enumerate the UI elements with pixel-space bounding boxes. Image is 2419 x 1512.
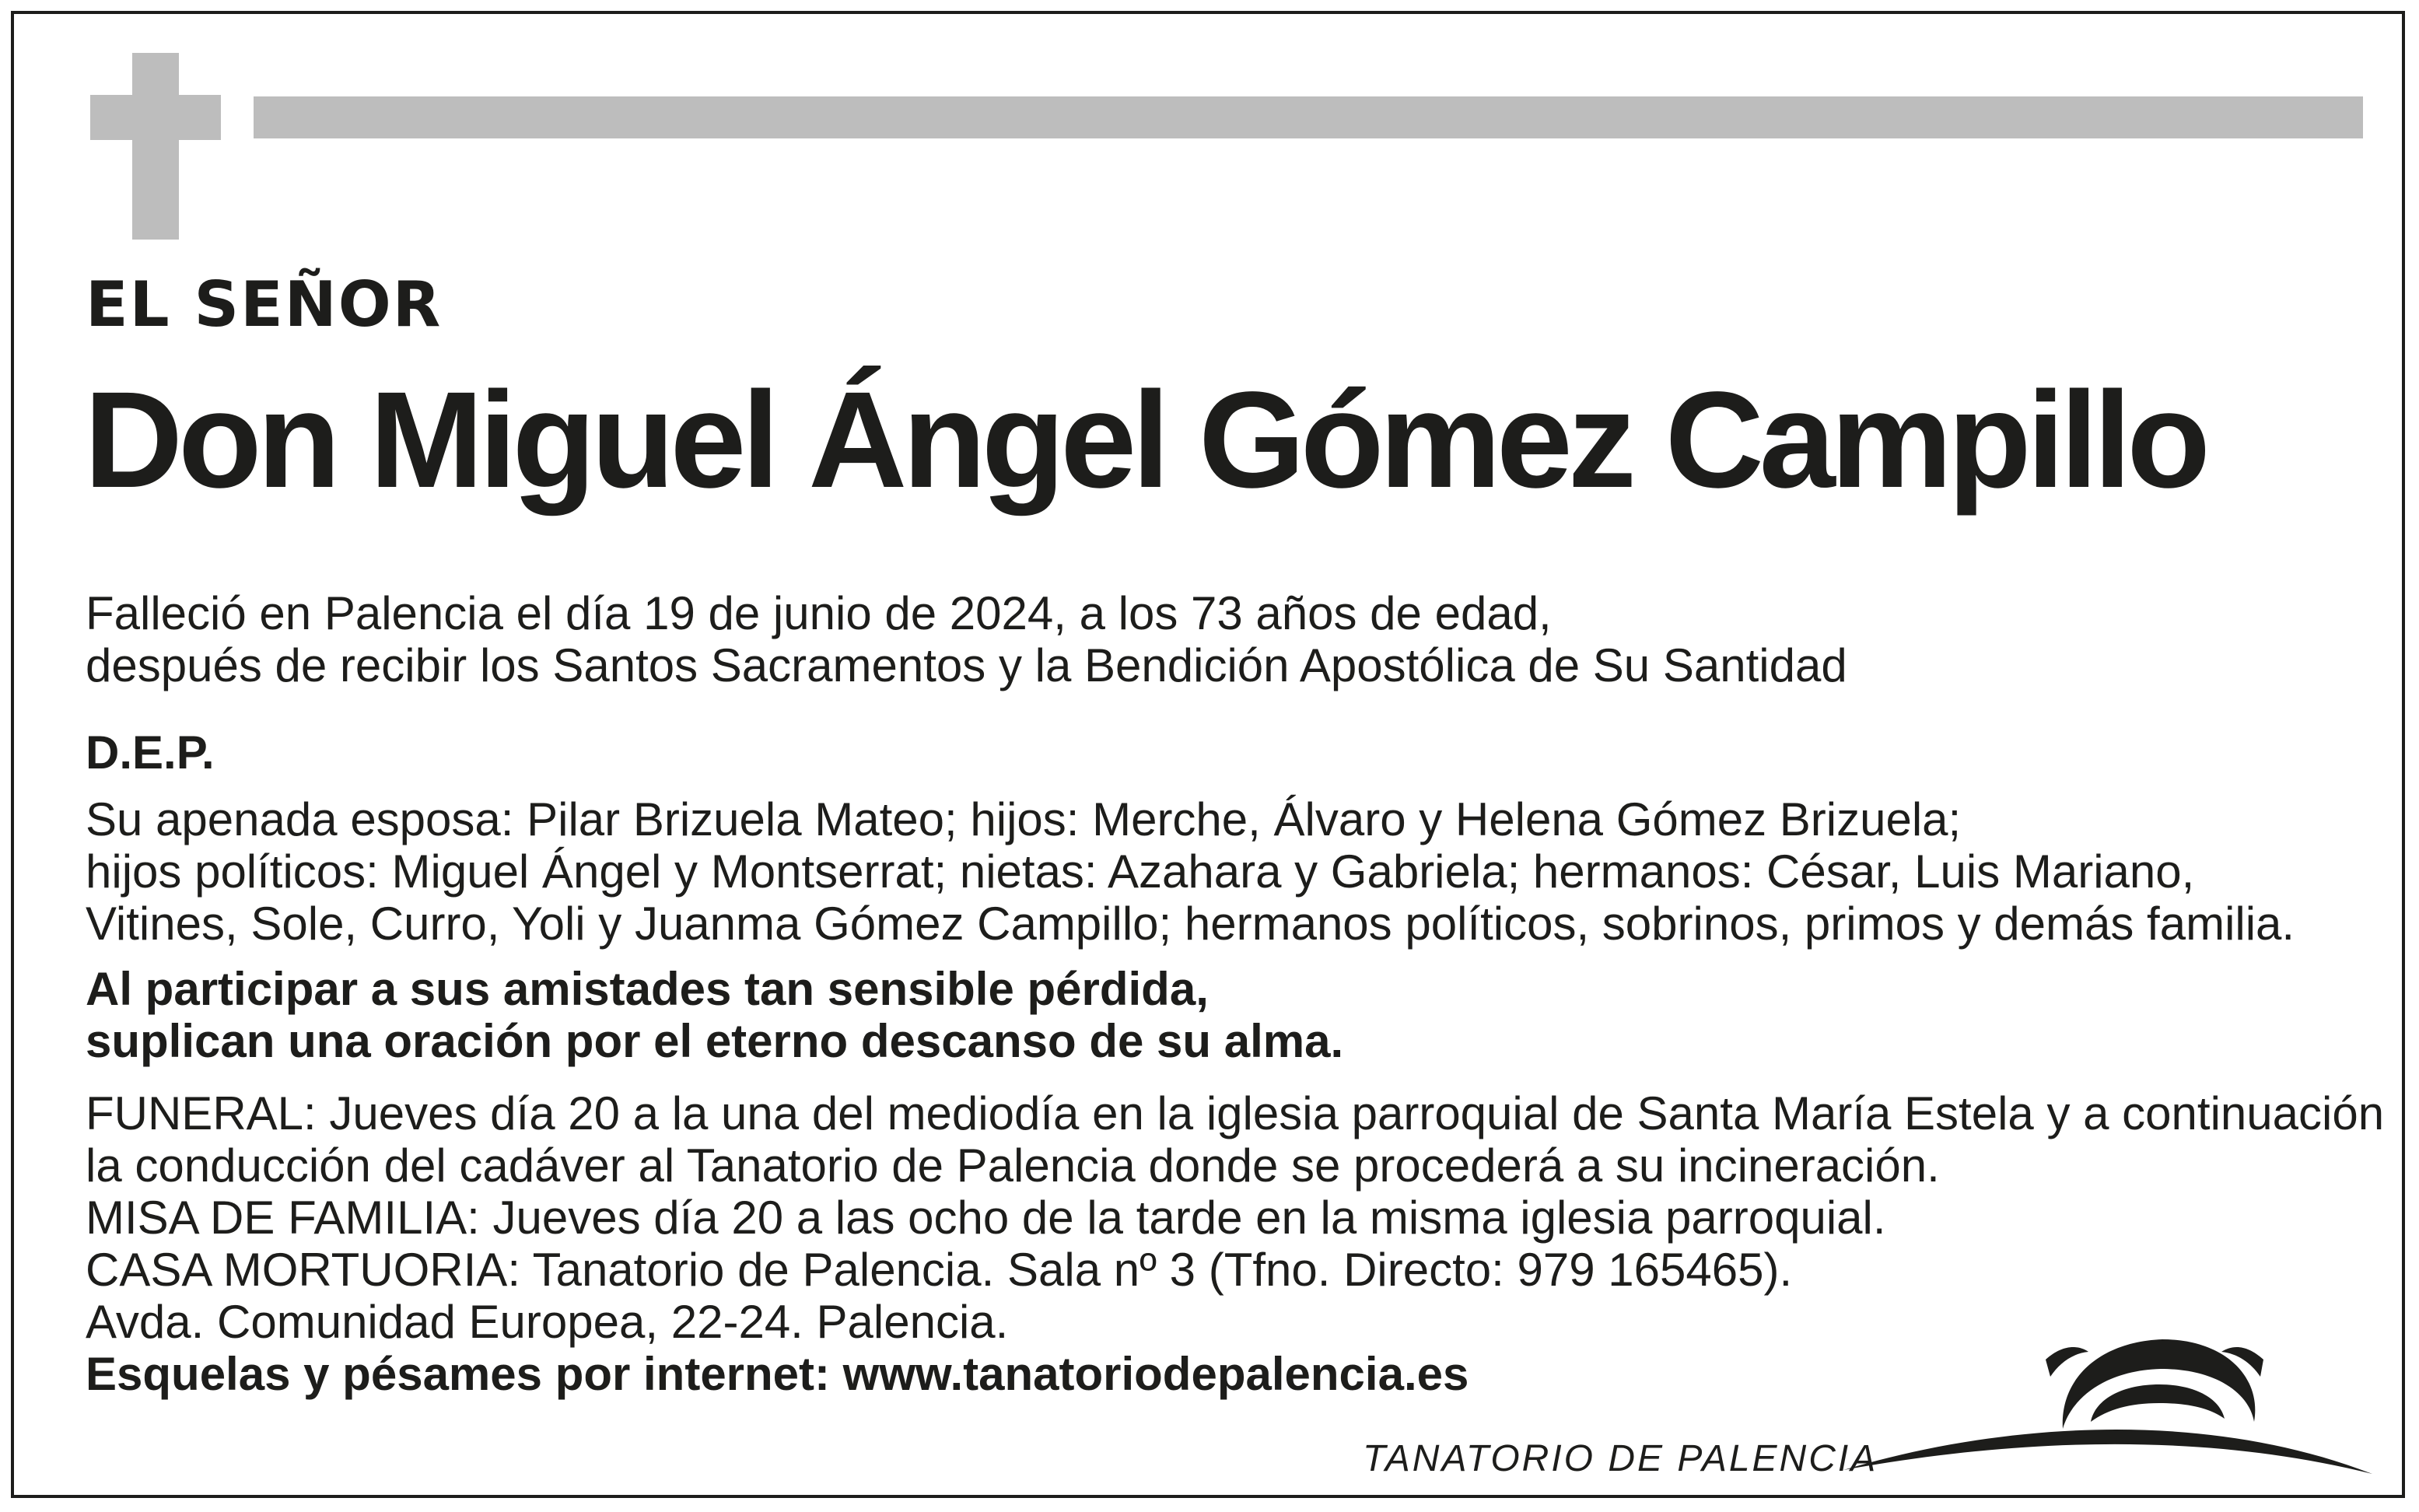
deceased-name: Don Miguel Ángel Gómez Campillo — [84, 364, 2206, 516]
services-info — [86, 1087, 2384, 1348]
services-line: la conducción del cadáver al Tanatorio de Palencia donde se procederá a su incineración. — [86, 1139, 1940, 1192]
death-notice — [86, 587, 1847, 691]
prayer-request-line: Al participar a sus amistades tan sensible pérdida, — [86, 963, 1209, 1015]
honorific: EL SEÑOR — [86, 268, 443, 341]
family-line: hijos políticos: Miguel Ángel y Montserrat; nietas: Azahara y Gabriela; hermanos: César, Luis Mariano, — [86, 845, 2195, 898]
tanatorio-logo-text: TANATORIO DE PALENCIA — [1363, 1438, 1878, 1479]
cross-icon-horizontal — [90, 95, 221, 140]
prayer-request — [86, 963, 1343, 1067]
cross-icon-vertical — [132, 53, 179, 240]
family-line: Su apenada esposa: Pilar Brizuela Mateo; hijos: Merche, Álvaro y Helena Gómez Brizuela; — [86, 793, 1962, 845]
rip-text: D.E.P. — [86, 726, 215, 779]
death-notice-line: Falleció en Palencia el día 19 de junio de 2024, a los 73 años de edad, — [86, 587, 1552, 639]
internet-link: Esquelas y pésames por internet: www.tanatoriodepalencia.es — [86, 1348, 1469, 1400]
services-line: FUNERAL: Jueves día 20 a la una del mediodía en la iglesia parroquial de Santa María Estela y a continuación — [86, 1087, 2385, 1139]
top-divider-bar — [254, 96, 2363, 138]
services-line: CASA MORTUORIA: Tanatorio de Palencia. Sala nº 3 (Tfno. Directo: 979 165465). — [86, 1244, 1793, 1296]
prayer-request-line: suplican una oración por el eterno descanso de su alma. — [86, 1015, 1344, 1067]
family-list — [86, 793, 2295, 950]
services-line: Avda. Comunidad Europea, 22-24. Palencia. — [86, 1296, 1009, 1348]
family-line: Vitines, Sole, Curro, Yoli y Juanma Gómez Campillo; hermanos políticos, sobrinos, primos y demás familia. — [86, 898, 2295, 950]
death-notice-line: después de recibir los Santos Sacramentos y la Bendición Apostólica de Su Santidad — [86, 639, 1847, 691]
services-line: MISA DE FAMILIA: Jueves día 20 a las ocho de la tarde en la misma iglesia parroquial. — [86, 1192, 1886, 1244]
